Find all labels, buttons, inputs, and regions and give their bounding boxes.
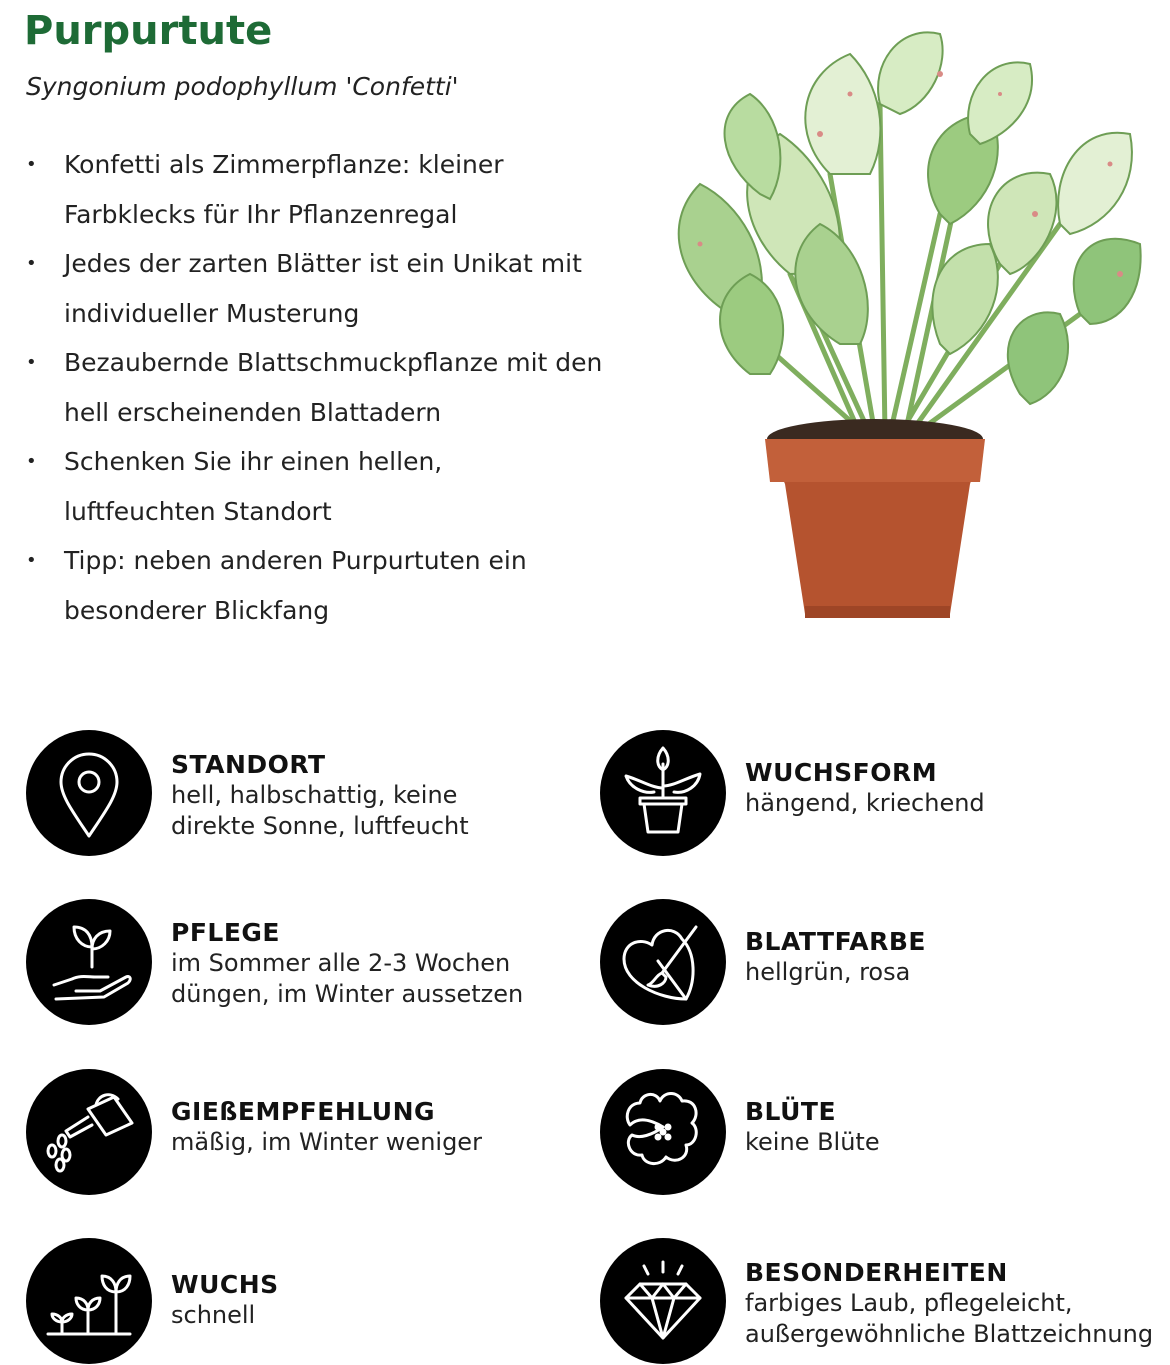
feature-label: BESONDERHEITEN [745, 1258, 1008, 1287]
feature-value: im Sommer alle 2-3 Wochen [171, 949, 511, 977]
feature-value: düngen, im Winter aussetzen [171, 980, 524, 1008]
leaf-brush-icon [600, 899, 726, 1025]
bullet-dot: • [26, 253, 37, 274]
feature-blattfarbe [600, 899, 1160, 1029]
feature-label: BLÜTE [745, 1097, 837, 1126]
bullet-line: besonderer Blickfang [64, 595, 330, 625]
bullet-dot: • [26, 352, 37, 373]
feature-label: WUCHS [171, 1270, 279, 1299]
bullet-line: hell erscheinenden Blattadern [64, 397, 442, 427]
feature-label: PFLEGE [171, 918, 281, 947]
bullet-item-2 [24, 239, 624, 338]
feature-label: STANDORT [171, 750, 326, 779]
bullet-line: Bezaubernde Blattschmuckpflanze mit den [64, 348, 603, 377]
feature-value: direkte Sonne, luftfeucht [171, 812, 469, 840]
bullet-line: Farbklecks für Ihr Pflanzenregal [64, 199, 458, 229]
feature-value: mäßig, im Winter weniger [171, 1128, 482, 1156]
feature-value: hellgrün, rosa [745, 958, 911, 986]
bullet-line: Jedes der zarten Blätter ist ein Unikat mit [64, 249, 582, 278]
feature-bluete [600, 1069, 1160, 1199]
feature-besonderheiten [600, 1238, 1165, 1364]
plant-product-image [640, 14, 1150, 634]
feature-wuchsform [600, 730, 1160, 860]
bullet-line: Schenken Sie ihr einen hellen, [64, 447, 443, 476]
growing-sprouts-icon [26, 1238, 152, 1364]
bullet-item-4 [24, 437, 624, 536]
bullet-line: Tipp: neben anderen Purpurtuten ein [64, 546, 527, 575]
bullet-dot: • [26, 451, 37, 472]
feature-label: WUCHSFORM [745, 758, 938, 787]
seedling-hand-icon [26, 899, 152, 1025]
feature-value: hängend, kriechend [745, 789, 985, 817]
feature-label: BLATTFARBE [745, 927, 927, 956]
bullet-line: luftfeuchten Standort [64, 496, 332, 526]
bullet-item-5 [24, 536, 624, 635]
bullet-item-3 [24, 338, 624, 437]
feature-value: außergewöhnliche Blattzeichnung [745, 1320, 1154, 1348]
feature-value: hell, halbschattig, keine [171, 781, 458, 809]
botanical-name: Syngonium podophyllum 'Confetti' [26, 72, 459, 101]
location-pin-icon [26, 730, 152, 856]
feature-bullet-list [24, 140, 624, 635]
feature-giessempfehlung [26, 1069, 566, 1199]
feature-value: schnell [171, 1301, 256, 1329]
bullet-line: individueller Musterung [64, 298, 360, 328]
feature-standort [26, 730, 566, 860]
bullet-dot: • [26, 154, 37, 175]
flower-icon [600, 1069, 726, 1195]
potted-plant-icon [600, 730, 726, 856]
diamond-icon [600, 1238, 726, 1364]
watering-can-icon [26, 1069, 152, 1195]
feature-value: farbiges Laub, pflegeleicht, [745, 1289, 1073, 1317]
bullet-line: Konfetti als Zimmerpflanze: kleiner [64, 150, 504, 179]
bullet-item-1 [24, 140, 624, 239]
feature-label: GIEßEMPFEHLUNG [171, 1097, 436, 1126]
feature-value: keine Blüte [745, 1128, 880, 1156]
feature-pflege [26, 899, 566, 1029]
feature-wuchs [26, 1238, 566, 1364]
bullet-dot: • [26, 550, 37, 571]
product-title: Purpurtute [24, 8, 273, 54]
